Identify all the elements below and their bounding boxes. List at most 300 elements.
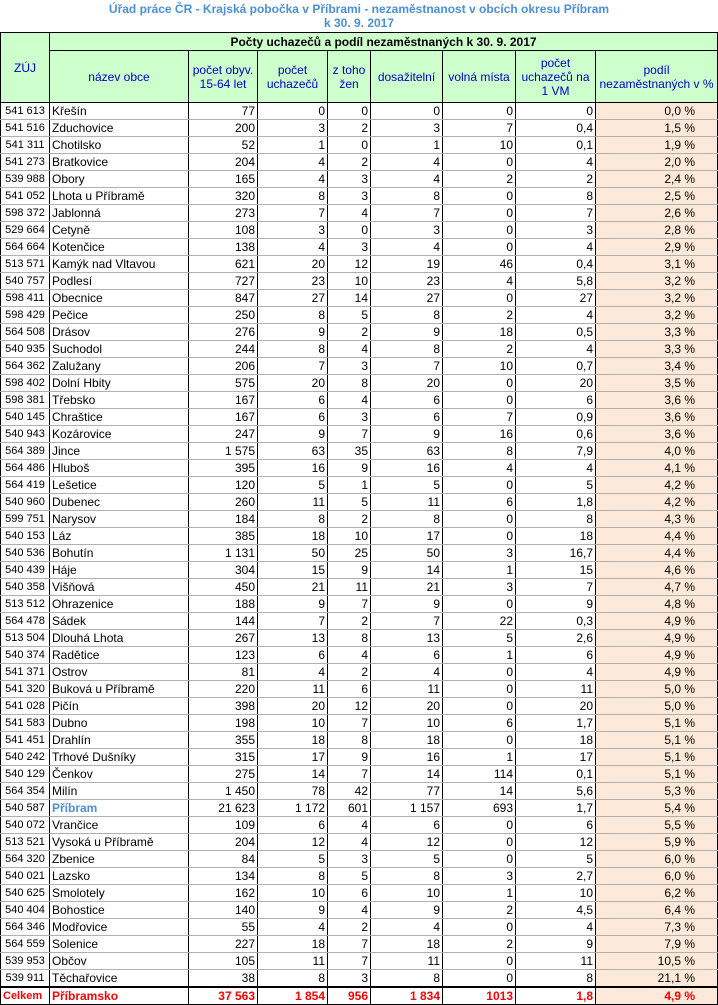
table-row — [1, 409, 718, 426]
cell-pod: 4,7 % — [596, 579, 718, 596]
cell-name: Čenkov — [50, 766, 189, 783]
cell-dos: 63 — [371, 443, 443, 460]
cell-uch: 11 — [258, 953, 328, 970]
cell-pvm: 4 — [516, 154, 596, 171]
cell-name: Buková u Příbramě — [50, 681, 189, 698]
cell-dos: 17 — [371, 528, 443, 545]
cell-zen: 2 — [328, 664, 371, 681]
cell-pvm: 2 — [516, 171, 596, 188]
cell-dos: 8 — [371, 868, 443, 885]
total-pvm: 1,8 — [516, 987, 596, 1005]
cell-pod: 3,6 % — [596, 392, 718, 409]
cell-pop: 21 623 — [189, 800, 258, 817]
cell-uch: 18 — [258, 528, 328, 545]
cell-name: Chraštice — [50, 409, 189, 426]
cell-pod: 6,0 % — [596, 851, 718, 868]
cell-pop: 162 — [189, 885, 258, 902]
cell-vm: 0 — [443, 222, 516, 239]
cell-vm: 2 — [443, 902, 516, 919]
table-row — [1, 426, 718, 443]
table-row — [1, 868, 718, 885]
cell-pvm: 3 — [516, 222, 596, 239]
cell-zen: 4 — [328, 902, 371, 919]
cell-zen: 3 — [328, 970, 371, 988]
table-row — [1, 596, 718, 613]
cell-pod: 4,9 % — [596, 613, 718, 630]
table-row — [1, 715, 718, 732]
cell-vm: 1 — [443, 647, 516, 664]
cell-zuj: 598 411 — [1, 290, 50, 307]
cell-zen: 11 — [328, 579, 371, 596]
cell-zuj: 598 429 — [1, 307, 50, 324]
cell-uch: 9 — [258, 902, 328, 919]
cell-zuj: 539 988 — [1, 171, 50, 188]
title-line-1: Úřad práce ČR - Krajská pobočka v Příbrami - nezaměstnanost v obcích okresu Příbram — [108, 2, 610, 16]
cell-zen: 10 — [328, 273, 371, 290]
cell-pop: 450 — [189, 579, 258, 596]
cell-pop: 81 — [189, 664, 258, 681]
cell-pod: 2,0 % — [596, 154, 718, 171]
header-group: Počty uchazečů a podíl nezaměstnaných k 30. 9. 2017 — [50, 33, 718, 51]
table-row — [1, 494, 718, 511]
cell-dos: 14 — [371, 562, 443, 579]
cell-dos: 8 — [371, 970, 443, 988]
cell-name: Zduchovice — [50, 120, 189, 137]
cell-name: Háje — [50, 562, 189, 579]
cell-vm: 22 — [443, 613, 516, 630]
cell-pvm: 27 — [516, 290, 596, 307]
cell-pvm: 20 — [516, 375, 596, 392]
cell-pvm: 4 — [516, 307, 596, 324]
table-row — [1, 154, 718, 171]
cell-vm: 0 — [443, 154, 516, 171]
cell-name: Třebsko — [50, 392, 189, 409]
cell-vm: 0 — [443, 596, 516, 613]
cell-pod: 10,5 % — [596, 953, 718, 970]
cell-dos: 27 — [371, 290, 443, 307]
cell-dos: 3 — [371, 120, 443, 137]
cell-vm: 7 — [443, 120, 516, 137]
cell-name: Zbenice — [50, 851, 189, 868]
cell-name: Kotenčice — [50, 239, 189, 256]
cell-pop: 276 — [189, 324, 258, 341]
cell-pvm: 0,7 — [516, 358, 596, 375]
total-pop: 37 563 — [189, 987, 258, 1005]
table-row — [1, 902, 718, 919]
cell-pod: 4,3 % — [596, 511, 718, 528]
cell-uch: 18 — [258, 936, 328, 953]
cell-zuj: 598 381 — [1, 392, 50, 409]
cell-uch: 14 — [258, 766, 328, 783]
table-row — [1, 528, 718, 545]
table-row — [1, 392, 718, 409]
cell-pod: 3,6 % — [596, 409, 718, 426]
cell-zen: 601 — [328, 800, 371, 817]
cell-name: Chotilsko — [50, 137, 189, 154]
cell-zen: 2 — [328, 120, 371, 137]
cell-name: Bohostice — [50, 902, 189, 919]
cell-pod: 6,0 % — [596, 868, 718, 885]
cell-zen: 9 — [328, 460, 371, 477]
cell-zen: 10 — [328, 528, 371, 545]
cell-pod: 5,1 % — [596, 732, 718, 749]
cell-uch: 6 — [258, 817, 328, 834]
cell-name: Zalužany — [50, 358, 189, 375]
cell-name: Modřovice — [50, 919, 189, 936]
cell-uch: 23 — [258, 273, 328, 290]
cell-zuj: 540 757 — [1, 273, 50, 290]
cell-pop: 1 575 — [189, 443, 258, 460]
cell-dos: 5 — [371, 477, 443, 494]
cell-dos: 9 — [371, 596, 443, 613]
cell-name: Ostrov — [50, 664, 189, 681]
cell-zuj: 541 583 — [1, 715, 50, 732]
cell-zen: 25 — [328, 545, 371, 562]
cell-vm: 0 — [443, 970, 516, 988]
cell-zen: 7 — [328, 596, 371, 613]
cell-dos: 7 — [371, 613, 443, 630]
cell-pop: 109 — [189, 817, 258, 834]
cell-pvm: 15 — [516, 562, 596, 579]
cell-pvm: 4 — [516, 341, 596, 358]
cell-zuj: 540 153 — [1, 528, 50, 545]
cell-dos: 21 — [371, 579, 443, 596]
cell-name: Lazsko — [50, 868, 189, 885]
cell-vm: 16 — [443, 426, 516, 443]
cell-uch: 63 — [258, 443, 328, 460]
cell-pod: 2,5 % — [596, 188, 718, 205]
cell-pvm: 10 — [516, 885, 596, 902]
cell-dos: 0 — [371, 103, 443, 120]
cell-dos: 4 — [371, 664, 443, 681]
cell-pop: 55 — [189, 919, 258, 936]
cell-pod: 5,4 % — [596, 800, 718, 817]
cell-pod: 4,2 % — [596, 477, 718, 494]
cell-pvm: 9 — [516, 596, 596, 613]
cell-zuj: 564 508 — [1, 324, 50, 341]
cell-zen: 3 — [328, 239, 371, 256]
cell-uch: 7 — [258, 358, 328, 375]
table-row — [1, 885, 718, 902]
cell-dos: 23 — [371, 273, 443, 290]
cell-pvm: 11 — [516, 681, 596, 698]
cell-vm: 2 — [443, 307, 516, 324]
cell-zuj: 540 536 — [1, 545, 50, 562]
cell-zuj: 540 404 — [1, 902, 50, 919]
cell-pod: 3,5 % — [596, 375, 718, 392]
cell-uch: 27 — [258, 290, 328, 307]
cell-pvm: 4 — [516, 239, 596, 256]
cell-pvm: 0 — [516, 103, 596, 120]
cell-dos: 18 — [371, 732, 443, 749]
cell-pod: 5,1 % — [596, 766, 718, 783]
cell-name: Dlouhá Lhota — [50, 630, 189, 647]
cell-zen: 8 — [328, 630, 371, 647]
cell-pvm: 8 — [516, 970, 596, 988]
table-row — [1, 851, 718, 868]
cell-zen: 7 — [328, 766, 371, 783]
cell-uch: 3 — [258, 120, 328, 137]
cell-vm: 10 — [443, 137, 516, 154]
header-uch: počet uchazečů — [258, 51, 328, 103]
cell-vm: 0 — [443, 681, 516, 698]
cell-pvm: 8 — [516, 511, 596, 528]
cell-pop: 200 — [189, 120, 258, 137]
cell-zen: 7 — [328, 936, 371, 953]
cell-pvm: 0,4 — [516, 120, 596, 137]
cell-zen: 2 — [328, 324, 371, 341]
cell-pod: 4,9 % — [596, 630, 718, 647]
cell-pod: 2,4 % — [596, 171, 718, 188]
cell-pvm: 0,6 — [516, 426, 596, 443]
cell-vm: 1 — [443, 562, 516, 579]
table-row — [1, 681, 718, 698]
cell-pop: 38 — [189, 970, 258, 988]
cell-dos: 3 — [371, 222, 443, 239]
cell-pvm: 1,7 — [516, 800, 596, 817]
cell-pop: 244 — [189, 341, 258, 358]
cell-pop: 77 — [189, 103, 258, 120]
cell-vm: 0 — [443, 375, 516, 392]
cell-pod: 4,9 % — [596, 647, 718, 664]
cell-uch: 4 — [258, 171, 328, 188]
cell-uch: 6 — [258, 392, 328, 409]
cell-uch: 13 — [258, 630, 328, 647]
cell-pop: 206 — [189, 358, 258, 375]
cell-pod: 1,5 % — [596, 120, 718, 137]
cell-uch: 6 — [258, 647, 328, 664]
cell-pop: 320 — [189, 188, 258, 205]
table-row — [1, 443, 718, 460]
unemployment-table — [0, 32, 718, 1005]
cell-zen: 5 — [328, 307, 371, 324]
cell-zuj: 541 273 — [1, 154, 50, 171]
cell-pod: 3,1 % — [596, 256, 718, 273]
cell-dos: 6 — [371, 409, 443, 426]
table-row — [1, 290, 718, 307]
table-row — [1, 834, 718, 851]
cell-vm: 2 — [443, 936, 516, 953]
cell-pod: 1,9 % — [596, 137, 718, 154]
cell-pod: 4,4 % — [596, 528, 718, 545]
cell-vm: 693 — [443, 800, 516, 817]
cell-pod: 4,6 % — [596, 562, 718, 579]
cell-pop: 273 — [189, 205, 258, 222]
cell-name: Dolní Hbity — [50, 375, 189, 392]
cell-pvm: 2,7 — [516, 868, 596, 885]
cell-uch: 11 — [258, 681, 328, 698]
cell-zen: 0 — [328, 222, 371, 239]
table-row — [1, 477, 718, 494]
cell-pod: 4,9 % — [596, 664, 718, 681]
cell-pvm: 0,4 — [516, 256, 596, 273]
cell-name: Podlesí — [50, 273, 189, 290]
cell-vm: 2 — [443, 171, 516, 188]
cell-vm: 0 — [443, 732, 516, 749]
cell-pod: 5,5 % — [596, 817, 718, 834]
table-row — [1, 817, 718, 834]
cell-pop: 120 — [189, 477, 258, 494]
cell-pop: 188 — [189, 596, 258, 613]
cell-uch: 20 — [258, 698, 328, 715]
cell-pvm: 5,8 — [516, 273, 596, 290]
cell-uch: 4 — [258, 154, 328, 171]
cell-uch: 1 — [258, 137, 328, 154]
cell-zuj: 540 374 — [1, 647, 50, 664]
cell-pop: 575 — [189, 375, 258, 392]
cell-uch: 4 — [258, 664, 328, 681]
cell-pop: 1 131 — [189, 545, 258, 562]
cell-pop: 84 — [189, 851, 258, 868]
cell-vm: 6 — [443, 494, 516, 511]
cell-zuj: 541 311 — [1, 137, 50, 154]
header-dos: dosažitelní — [371, 51, 443, 103]
cell-zen: 2 — [328, 613, 371, 630]
cell-zuj: 513 504 — [1, 630, 50, 647]
cell-pod: 6,4 % — [596, 902, 718, 919]
cell-vm: 5 — [443, 630, 516, 647]
report-title — [0, 0, 718, 32]
cell-uch: 6 — [258, 409, 328, 426]
cell-zen: 12 — [328, 256, 371, 273]
cell-pod: 3,3 % — [596, 341, 718, 358]
cell-uch: 20 — [258, 375, 328, 392]
cell-vm: 10 — [443, 358, 516, 375]
table-row — [1, 273, 718, 290]
cell-uch: 4 — [258, 919, 328, 936]
cell-dos: 5 — [371, 851, 443, 868]
cell-dos: 19 — [371, 256, 443, 273]
cell-uch: 21 — [258, 579, 328, 596]
cell-zen: 4 — [328, 647, 371, 664]
table-row — [1, 171, 718, 188]
cell-uch: 5 — [258, 851, 328, 868]
cell-pop: 144 — [189, 613, 258, 630]
cell-name: Vrančice — [50, 817, 189, 834]
total-vm: 1013 — [443, 987, 516, 1005]
cell-pod: 5,0 % — [596, 681, 718, 698]
cell-vm: 0 — [443, 919, 516, 936]
table-row — [1, 188, 718, 205]
cell-pop: 1 450 — [189, 783, 258, 800]
cell-zen: 4 — [328, 817, 371, 834]
cell-dos: 16 — [371, 460, 443, 477]
cell-vm: 1 — [443, 749, 516, 766]
cell-zuj: 564 559 — [1, 936, 50, 953]
cell-name: Jince — [50, 443, 189, 460]
table-row — [1, 222, 718, 239]
cell-pod: 0,0 % — [596, 103, 718, 120]
cell-pvm: 7 — [516, 579, 596, 596]
cell-zuj: 540 943 — [1, 426, 50, 443]
cell-zuj: 541 613 — [1, 103, 50, 120]
cell-zen: 4 — [328, 341, 371, 358]
cell-zuj: 540 935 — [1, 341, 50, 358]
cell-dos: 9 — [371, 902, 443, 919]
cell-pop: 123 — [189, 647, 258, 664]
cell-pop: 52 — [189, 137, 258, 154]
cell-vm: 6 — [443, 715, 516, 732]
cell-uch: 9 — [258, 426, 328, 443]
cell-pod: 3,2 % — [596, 290, 718, 307]
cell-pvm: 11 — [516, 953, 596, 970]
cell-name: Vysoká u Příbramě — [50, 834, 189, 851]
cell-dos: 9 — [371, 324, 443, 341]
cell-vm: 0 — [443, 528, 516, 545]
cell-name: Jablonná — [50, 205, 189, 222]
cell-name: Trhové Dušníky — [50, 749, 189, 766]
cell-zuj: 540 587 — [1, 800, 50, 817]
cell-name: Solenice — [50, 936, 189, 953]
cell-pod: 5,9 % — [596, 834, 718, 851]
cell-vm: 4 — [443, 460, 516, 477]
cell-name: Občov — [50, 953, 189, 970]
cell-pop: 250 — [189, 307, 258, 324]
header-pvm: počet uchazečů na 1 VM — [516, 51, 596, 103]
cell-zen: 3 — [328, 188, 371, 205]
cell-pvm: 8 — [516, 188, 596, 205]
cell-uch: 15 — [258, 562, 328, 579]
cell-pvm: 7,9 — [516, 443, 596, 460]
cell-zen: 14 — [328, 290, 371, 307]
cell-zen: 0 — [328, 103, 371, 120]
cell-uch: 78 — [258, 783, 328, 800]
cell-pop: 315 — [189, 749, 258, 766]
cell-zuj: 564 486 — [1, 460, 50, 477]
cell-pod: 7,3 % — [596, 919, 718, 936]
cell-zuj: 541 320 — [1, 681, 50, 698]
cell-zen: 8 — [328, 375, 371, 392]
cell-zuj: 541 028 — [1, 698, 50, 715]
cell-vm: 0 — [443, 851, 516, 868]
cell-pod: 21,1 % — [596, 970, 718, 988]
cell-uch: 7 — [258, 205, 328, 222]
cell-dos: 7 — [371, 358, 443, 375]
cell-vm: 0 — [443, 953, 516, 970]
cell-zuj: 598 402 — [1, 375, 50, 392]
cell-pvm: 0,1 — [516, 766, 596, 783]
cell-zen: 5 — [328, 494, 371, 511]
cell-dos: 18 — [371, 936, 443, 953]
cell-name: Cetyně — [50, 222, 189, 239]
cell-pop: 184 — [189, 511, 258, 528]
cell-uch: 8 — [258, 341, 328, 358]
cell-pop: 275 — [189, 766, 258, 783]
table-row — [1, 936, 718, 953]
cell-dos: 8 — [371, 188, 443, 205]
cell-zuj: 540 439 — [1, 562, 50, 579]
cell-name: Dubenec — [50, 494, 189, 511]
table-row — [1, 647, 718, 664]
cell-zuj: 564 362 — [1, 358, 50, 375]
cell-pop: 621 — [189, 256, 258, 273]
header-pop: počet obyv. 15-64 let — [189, 51, 258, 103]
cell-uch: 8 — [258, 868, 328, 885]
cell-name: Bratkovice — [50, 154, 189, 171]
cell-zen: 9 — [328, 562, 371, 579]
cell-zuj: 539 953 — [1, 953, 50, 970]
cell-name: Radětice — [50, 647, 189, 664]
cell-name: Láz — [50, 528, 189, 545]
cell-pvm: 12 — [516, 834, 596, 851]
cell-pod: 4,4 % — [596, 545, 718, 562]
cell-vm: 0 — [443, 239, 516, 256]
cell-pop: 105 — [189, 953, 258, 970]
table-row — [1, 749, 718, 766]
cell-zuj: 540 021 — [1, 868, 50, 885]
table-row — [1, 630, 718, 647]
cell-zen: 3 — [328, 409, 371, 426]
